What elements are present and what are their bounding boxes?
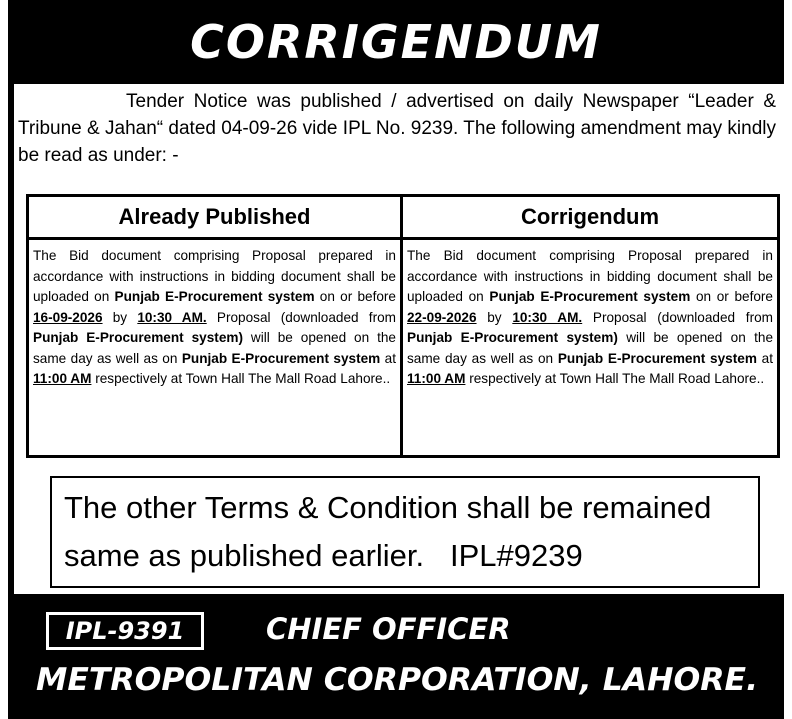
portal-name: Punjab E-Procurement system [181, 350, 381, 366]
notice-title: CORRIGENDUM [190, 15, 602, 69]
deadline-time: 10:30 AM. [512, 309, 583, 325]
deadline-date: 22-09-2026 [407, 309, 477, 325]
deadline-time: 10:30 AM. [137, 309, 207, 325]
already-published-text [29, 240, 400, 390]
portal-name: Punjab E-Procurement system) [407, 330, 618, 345]
text-segment: by [476, 309, 513, 325]
text-segment: will be opened on the same day as well as on [407, 330, 773, 366]
corrigendum-heading: Corrigendum [403, 197, 777, 240]
terms-line-2: same as published earlier. IPL#9239 [64, 538, 583, 573]
terms-box [50, 476, 760, 588]
text-segment: respectively at Town Hall The Mall Road Lahore.. [91, 371, 391, 386]
text-segment: by [102, 309, 138, 325]
already-published-column [29, 197, 403, 455]
terms-line-1: The other Terms & Condition shall be remained [64, 490, 712, 525]
portal-name: Punjab E-Procurement system) [33, 330, 243, 345]
opening-time: 11:00 AM [407, 371, 466, 386]
corrigendum-text [403, 240, 777, 390]
portal-name: Punjab E-Procurement system [114, 289, 315, 304]
text-segment: will be opened on the same day as well as on [33, 330, 396, 366]
organization-name: METROPOLITAN CORPORATION, LAHORE. [36, 662, 759, 698]
corrigendum-column [403, 197, 777, 455]
text-segment: Proposal (downloaded from [206, 309, 396, 325]
portal-name: Punjab E-Procurement system [489, 289, 691, 304]
text-segment: respectively at Town Hall The Mall Road Lahore.. [465, 371, 765, 386]
ipl-number-box: IPL-9391 [46, 612, 204, 650]
notice-frame [8, 0, 784, 719]
notice-body [14, 84, 784, 594]
text-segment: at [756, 350, 773, 366]
footer-banner [8, 594, 784, 719]
officer-title: CHIEF OFFICER [266, 612, 511, 646]
opening-time: 11:00 AM [33, 371, 92, 386]
text-segment: Proposal (downloaded from [582, 309, 773, 325]
header-banner [8, 0, 784, 84]
text-segment: The Bid document comprising Proposal prepared in accordance with instructions in bidding document shall be uploaded on [407, 248, 773, 304]
text-segment: The Bid document comprising Proposal prepared in accordance with instructions in bidding document shall be uploaded on [33, 248, 396, 304]
amendment-table [26, 194, 780, 458]
text-segment: on or before [314, 289, 396, 304]
portal-name: Punjab E-Procurement system [557, 350, 757, 366]
text-segment: on or before [690, 289, 773, 304]
already-published-heading: Already Published [29, 197, 400, 240]
intro-paragraph: Tender Notice was published / advertised on daily Newspaper “Leader & Tribune & Jahan“ dated 04-09-26 vide IPL No. 9239. The following amendment may kindly be read as under: - [18, 91, 776, 166]
text-segment: at [380, 350, 396, 366]
deadline-date: 16-09-2026 [33, 309, 103, 325]
